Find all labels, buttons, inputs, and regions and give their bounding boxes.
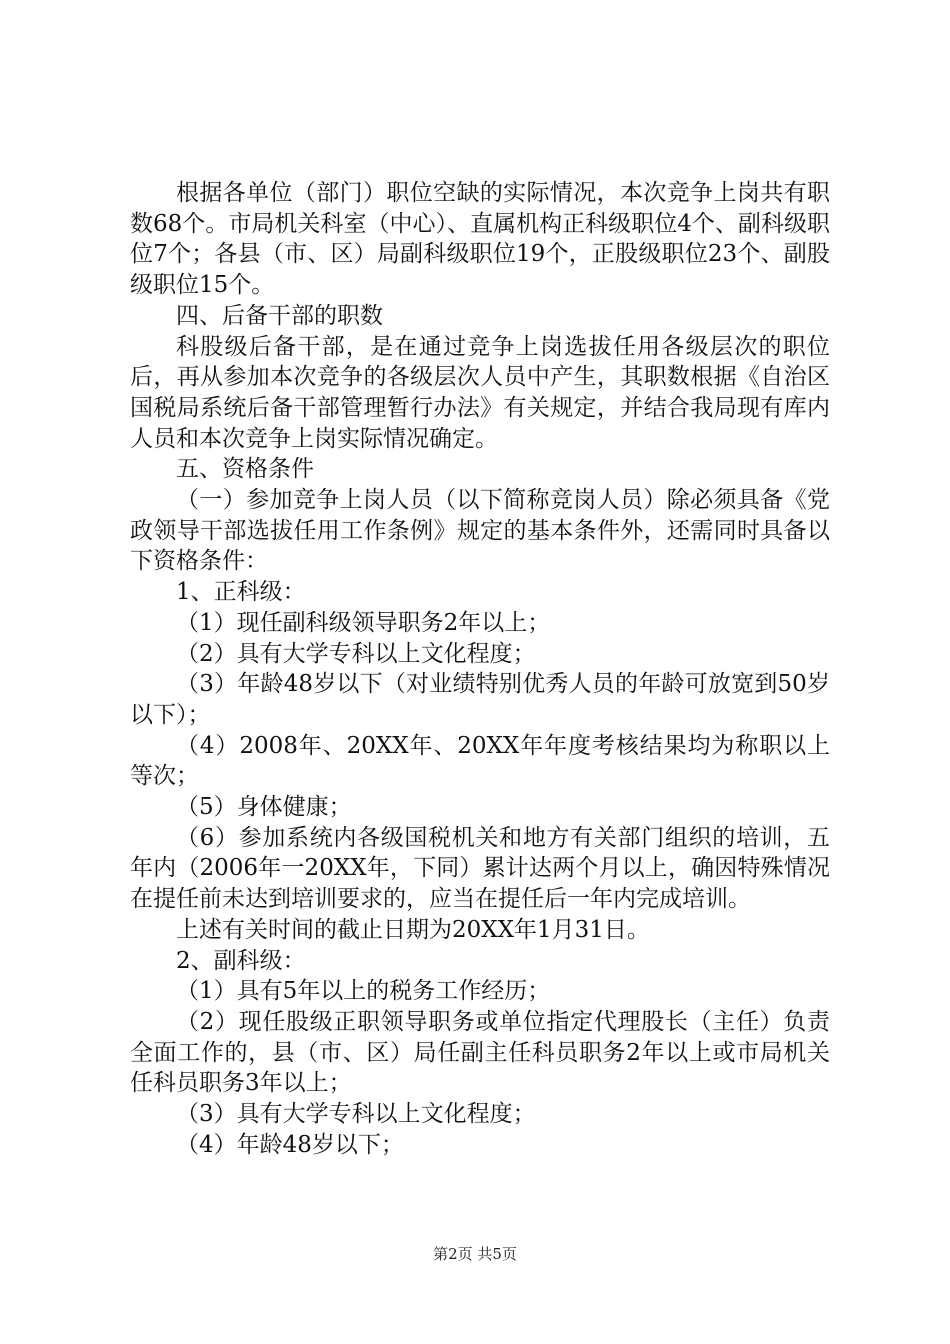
- paragraph-reserve-cadres: 科股级后备干部，是在通过竞争上岗选拔任用各级层次的职位后，再从参加本次竞争的各级层次人员中产生，其职数根据《自治区国税局系统后备干部管理暂行办法》有关规定，并结合我局现有库内人员和本次竞争上岗实际情况确定。: [130, 333, 830, 452]
- list-item: （1）具有5年以上的税务工作经历；: [176, 978, 551, 1005]
- subheading-section-chief: 1、正科级：: [176, 579, 306, 606]
- list-item: （4）2008年、20XX年、20XX年年度考核结果均为称职以上等次；: [130, 732, 830, 790]
- section-heading-reserve-cadres: 四、后备干部的职数: [176, 302, 383, 329]
- section-heading-qualifications: 五、资格条件: [176, 456, 314, 483]
- list-item: （2）具有大学专科以上文化程度；: [176, 640, 536, 667]
- list-item: （5）身体健康；: [176, 794, 352, 821]
- list-item: （1）现任副科级领导职务2年以上；: [176, 609, 551, 636]
- subheading-deputy-section-chief: 2、副科级：: [176, 947, 306, 974]
- paragraph-deadline: 上述有关时间的截止日期为20XX年1月31日。: [176, 916, 650, 943]
- paragraph-positions-overview: 根据各单位（部门）职位空缺的实际情况，本次竞争上岗共有职数68个。市局机关科室（中心）、直属机构正科级职位4个、副科级职位7个；各县（市、区）局副科级职位19个，正股级职位23个、副股级职位15个。: [130, 180, 830, 299]
- list-item: （4）年龄48岁以下；: [176, 1131, 404, 1158]
- list-item: （2）现任股级正职领导职务或单位指定代理股长（主任）负责全面工作的，县（市、区）局任副主任科员职务2年以上或市局机关任科员职务3年以上；: [130, 1008, 830, 1097]
- list-item: （3）具有大学专科以上文化程度；: [176, 1101, 536, 1128]
- paragraph-qualifications-intro: （一）参加竞争上岗人员（以下简称竞岗人员）除必须具备《党政领导干部选拔任用工作条例》规定的基本条件外，还需同时具备以下资格条件：: [130, 487, 830, 575]
- document-body: [130, 178, 830, 1161]
- page-footer-indicator: 第2页 共5页: [433, 1245, 517, 1263]
- list-item: （6）参加系统内各级国税机关和地方有关部门组织的培训，五年内（2006年一20XX年，下同）累计达两个月以上，确因特殊情况在提任前未达到培训要求的，应当在提任后一年内完成培训。: [130, 824, 830, 913]
- list-item: （3）年龄48岁以下（对业绩特别优秀人员的年龄可放宽到50岁以下）；: [130, 671, 830, 728]
